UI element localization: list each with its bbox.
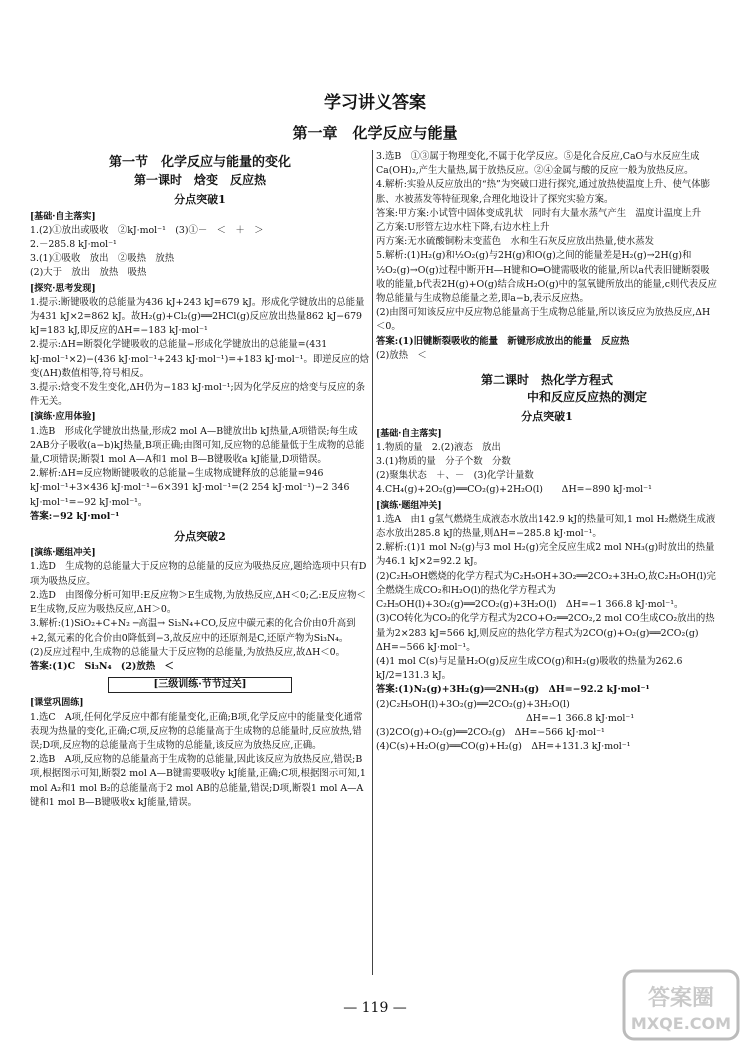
tag-practice: [演练·题组冲关] — [376, 500, 442, 511]
text-paragraph: 1.选D 生成物的总能量大于反应物的总能量的反应为吸热反应,题给选项中只有D项为吸热反应。 — [30, 561, 367, 587]
fendian-heading-1: 分点突破1 — [521, 410, 573, 424]
text-line: 3.(1)物质的量 分子个数 分数 — [376, 456, 511, 468]
watermark-logo — [622, 969, 740, 1041]
answer-line: 答案:(1)C Si₃N₄ (2)放热 ＜ — [30, 660, 174, 672]
answer-line: 答案:(1)N₂(g)+3H₂(g)══2NH₃(g) ΔH=−92.2 kJ·mol⁻¹ — [376, 684, 650, 696]
tag-explore: [探究·思考发现] — [30, 283, 96, 294]
text-paragraph: 2.解析:ΔH=反应物断键吸收的总能量−生成物成键释放的总能量=946 kJ·mol⁻¹+3×436 kJ·mol⁻¹−6×391 kJ·mol⁻¹=(2 254 kJ·mol⁻¹)−2 346 kJ·mol⁻¹=−92 kJ·mol⁻¹。 — [30, 468, 350, 508]
text-line: (2)C₂H₅OH(l)+3O₂(g)══2CO₂(g)+3H₂O(l) — [376, 698, 570, 710]
section-title: 第一节 化学反应与能量的变化 — [108, 155, 291, 170]
fendian-heading-2: 分点突破2 — [174, 530, 226, 544]
text-line: (2)聚集状态 ＋、－ (3)化学计量数 — [376, 470, 534, 482]
text-paragraph: 1.提示:断键吸收的总能量为436 kJ+243 kJ=679 kJ。形成化学键放出的总能量为431 kJ×2=862 kJ。故H₂(g)+Cl₂(g)══2HCl(g)反应放出热量862 kJ−679 kJ=183 kJ,即反应的ΔH=−183 kJ·mol⁻¹ — [30, 296, 365, 337]
text-line: 3.(1)①吸收 放出 ②吸热 放热 — [30, 253, 175, 265]
tag-practice: [演练·题组冲关] — [30, 548, 96, 559]
text-paragraph: 2.选B A项,反应物的总能量高于生成物的总能量,因此该反应为放热反应,错误;B项,根据图示可知,断裂2 mol A—B键需要吸收y kJ能量,正确;C项,根据图示可知,1 mol A₂和1 mol B₂的总能量高于2 mol AB的总能量,错误;D项,断裂1 mol A—A键和1 mol B—B键吸收x kJ能量,错误。 — [30, 754, 366, 808]
text-paragraph: 3.选B ①③属于物理变化,不属于化学反应。⑤是化合反应,CaO与水反应生成Ca(OH)₂,产生大量热,属于放热反应。②④金属与酸的反应一般为放热反应。 — [376, 151, 700, 177]
lesson2-title-line2: 中和反应反应热的测定 — [526, 390, 647, 405]
text-paragraph: 3.解析:(1)SiO₂+C+N₂ ─高温→ Si₃N₄+CO,反应中碳元素的化合价由0升高到+2,氮元素的化合价由0降低到−3,故反应中的还原剂是C,还原产物为Si₃N₄。 — [30, 618, 356, 644]
text-line: (2)放热 ＜ — [376, 349, 427, 361]
page-title: 学习讲义答案 — [324, 93, 426, 113]
text-line: 4.CH₄(g)+2O₂(g)══CO₂(g)+2H₂O(l) ΔH=−890 kJ·mol⁻¹ — [376, 484, 652, 496]
right-column — [376, 150, 718, 972]
text-line: ΔH=−1 366.8 kJ·mol⁻¹ — [526, 712, 635, 724]
tag-classroom: [课堂巩固练] — [30, 698, 84, 709]
chapter-title: 第一章 化学反应与能量 — [292, 124, 458, 142]
text-paragraph: 4.解析:实验从反应放出的“热”为突破口进行探究,通过放热使温度上升、使气体膨胀、水被蒸发等特征现象,合理化地设计了探究实验方案。 — [376, 179, 711, 205]
text-line: (2)大于 放出 放热 吸热 — [30, 267, 147, 279]
column-divider — [372, 150, 373, 975]
lesson2-title-line1: 第二课时 热化学方程式 — [480, 373, 613, 388]
text-paragraph: 1.选C A项,任何化学反应中都有能量变化,正确;B项,化学反应中的能量变化通常表现为热量的变化,正确;C项,反应物的总能量高于生成物的总能量时,反应放热,错误;D项,反应物的总能量高于生成物的总能量,该反应为放热反应,正确。 — [30, 711, 363, 751]
text-line: (3)2CO(g)+O₂(g)══2CO₂(g) ΔH=−566 kJ·mol⁻¹ — [376, 726, 605, 738]
text-paragraph: (2)C₂H₅OH燃烧的化学方程式为C₂H₅OH+3O₂══2CO₂+3H₂O,故C₂H₅OH(l)完全燃烧生成CO₂和H₂O(l)的热化学方程式为C₂H₅OH(l)+3O₂(g)══2CO₂(g)+3H₂O(l) ΔH=−1 366.8 kJ·mol⁻¹。 — [376, 570, 716, 611]
text-paragraph: 丙方案:无水硫酸铜粉末变蓝色 水和生石灰反应放出热量,使水蒸发 — [376, 236, 655, 248]
text-paragraph: 乙方案:U形管左边水柱下降,右边水柱上升 — [376, 222, 550, 234]
text-paragraph: 5.解析:(1)H₂(g)和½O₂(g)与2H(g)和O(g)之间的能量差是H₂(g)→2H(g)和½O₂(g)→O(g)过程中断开H—H键和O═O键需吸收的能量,所以a代表旧键断裂吸收的能量,b代表2H(g)+O(g)结合成H₂O(g)中的氢氧键所放出的能量,c则代表反应物总能量与生成物总能量之差,即a−b,表示反应热。 — [376, 250, 717, 305]
left-column — [30, 150, 370, 972]
answer-line: 答案:(1)旧键断裂吸收的能量 新键形成放出的能量 反应热 — [376, 335, 630, 347]
tag-basics: [基础·自主落实] — [376, 428, 442, 439]
text-line: 1.物质的量 2.(2)液态 放出 — [376, 441, 501, 453]
answer-line: 答案:−92 kJ·mol⁻¹ — [30, 510, 120, 522]
text-paragraph: (3)CO转化为CO₂的化学方程式为2CO+O₂══2CO₂,2 mol CO生成CO₂放出的热量为2×283 kJ=566 kJ,则反应的热化学方程式为2CO(g)+O₂(g)══2CO₂(g) ΔH=−566 kJ·mol⁻¹。 — [376, 613, 715, 653]
text-paragraph: 1.选B 形成化学键放出热量,形成2 mol A—B键放出b kJ热量,A项错误;每生成2AB分子吸收(a−b)kJ热量,B项正确;由图可知,反应物的总能量低于生成物的总能量,C项错误;断裂1 mol A—A和1 mol B—B键吸收a kJ能量,D项错误。 — [30, 425, 365, 466]
text-paragraph: (4)1 mol C(s)与足量H₂O(g)反应生成CO(g)和H₂(g)吸收的热量为262.6 kJ/2=131.3 kJ。 — [376, 655, 683, 682]
text-paragraph: (2)反应过程中,生成物的总能量大于反应物的总能量,为放热反应,故ΔH＜0。 — [30, 646, 346, 658]
fendian-heading-1: 分点突破1 — [174, 193, 226, 207]
tag-basics: [基础·自主落实] — [30, 211, 96, 222]
text-paragraph: (2)由图可知该反应中反应物总能量高于生成物总能量,所以该反应为放热反应,ΔH＜0。 — [376, 307, 711, 333]
text-paragraph: 2.提示:ΔH=断裂化学键吸收的总能量−形成化学键放出的总能量=(431 kJ·mol⁻¹×2)−(436 kJ·mol⁻¹+243 kJ·mol⁻¹)=+183 kJ·mol⁻¹。即逆反应的焓变(ΔH)数值相等,符号相反。 — [30, 339, 370, 379]
sanji-heading-box: [三级训练·节节过关] — [108, 677, 292, 693]
text-paragraph: 1.选A 由1 g氢气燃烧生成液态水放出142.9 kJ的热量可知,1 mol H₂燃烧生成液态水放出285.8 kJ的热量,则ΔH=−285.8 kJ·mol⁻¹。 — [376, 513, 716, 540]
lesson-title: 第一课时 焓变 反应热 — [133, 173, 266, 188]
text-paragraph: 2.解析:(1)1 mol N₂(g)与3 mol H₂(g)完全反应生成2 mol NH₃(g)时放出的热量为46.1 kJ×2=92.2 kJ。 — [376, 542, 715, 568]
watermark-line1: 答案圈 — [647, 986, 715, 1011]
text-line: (4)C(s)+H₂O(g)══CO(g)+H₂(g) ΔH=+131.3 kJ·mol⁻¹ — [376, 741, 631, 753]
text-paragraph: 答案:甲方案:小试管中固体变成乳状 同时有大量水蒸气产生 温度计温度上升 — [376, 207, 702, 219]
text-paragraph: 3.提示:焓变不发生变化,ΔH仍为−183 kJ·mol⁻¹;因为化学反应的焓变与反应的条件无关。 — [30, 382, 365, 408]
text-line: 1.(2)①放出或吸收 ②kJ·mol⁻¹ (3)①－ ＜ ＋ ＞ — [30, 224, 264, 236]
text-line: 2.－285.8 kJ·mol⁻¹ — [30, 239, 117, 251]
watermark-line2: MXQE.COM — [630, 1014, 732, 1033]
text-paragraph: 2.选D 由图像分析可知甲:E反应物＞E生成物,为放热反应,ΔH＜0;乙:E反应物＜E生成物,反应为吸热反应,ΔH＞0。 — [30, 589, 366, 616]
page-number: — 119 — — [343, 1000, 407, 1016]
tag-practice: [演练·应用体验] — [30, 412, 96, 423]
